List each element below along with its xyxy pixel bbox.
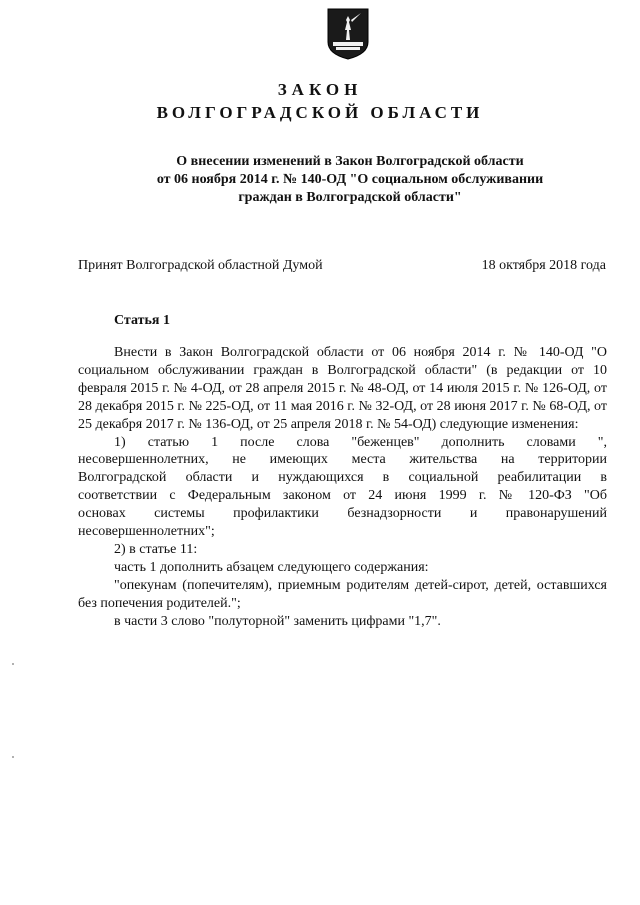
- scan-speck: [12, 756, 14, 758]
- adoption-date: 18 октября 2018 года: [481, 258, 606, 273]
- article-paragraph: 2) в статье 11:: [114, 541, 198, 557]
- adoption-info: [78, 258, 606, 274]
- scan-speck: [12, 663, 14, 665]
- article-heading: Статья 1: [114, 313, 170, 328]
- article-paragraph: часть 1 дополнить абзацем следующего содержания:: [114, 559, 429, 575]
- article-paragraph: "опекунам (попечителям), приемным родителям детей-сирот, детей, оставшихся без попечения родителей.";: [78, 577, 607, 611]
- adopted-by-label: Принят Волгоградской областной Думой: [78, 258, 323, 273]
- article-paragraph: Внести в Закон Волгоградской области от 06 ноября 2014 г. № 140-ОД "О социальном обслуживании граждан в Волгоградской области" (в редакции от 10 февраля 2015 г. № 4-ОД, от 28 апреля 2015 г. № 48-ОД, от 14 июля 2015 г. № 126-ОД, от 28 декабря 2015 г. № 225-ОД, от 11 мая 2016 г. № 32-ОД, от 28 июня 2017 г. № 68-ОД, от 25 декабря 2017 г. № 136-ОД, от 25 апреля 2018 г. № 54-ОД) следующие изменения:: [78, 345, 607, 432]
- document-subtitle: [60, 153, 640, 207]
- article-paragraph: 1) статью 1 после слова "беженцев" дополнить словами ", несовершеннолетних, не имеющих места жительства на территории Волгоградской области и нуждающихся в социальной реабилитации в соответствии с Федеральным законом от 24 июня 1999 г. № 120-ФЗ "Об основах системы профилактики безнадзорности и правонарушений несовершеннолетних";: [78, 434, 607, 540]
- article-paragraph: в части 3 слово "полуторной" заменить цифрами "1,7".: [114, 613, 441, 629]
- article-body: [78, 344, 607, 631]
- coat-of-arms-icon: [327, 8, 369, 60]
- document-type-title: ЗАКОН: [277, 80, 363, 99]
- region-title: ВОЛГОГРАДСКОЙ ОБЛАСТИ: [156, 103, 484, 122]
- subtitle-line: от 06 ноября 2014 г. № 140-ОД "О социальном обслуживании: [156, 172, 544, 187]
- subtitle-line: граждан в Волгоградской области": [238, 190, 462, 205]
- subtitle-line: О внесении изменений в Закон Волгоградской области: [176, 154, 524, 169]
